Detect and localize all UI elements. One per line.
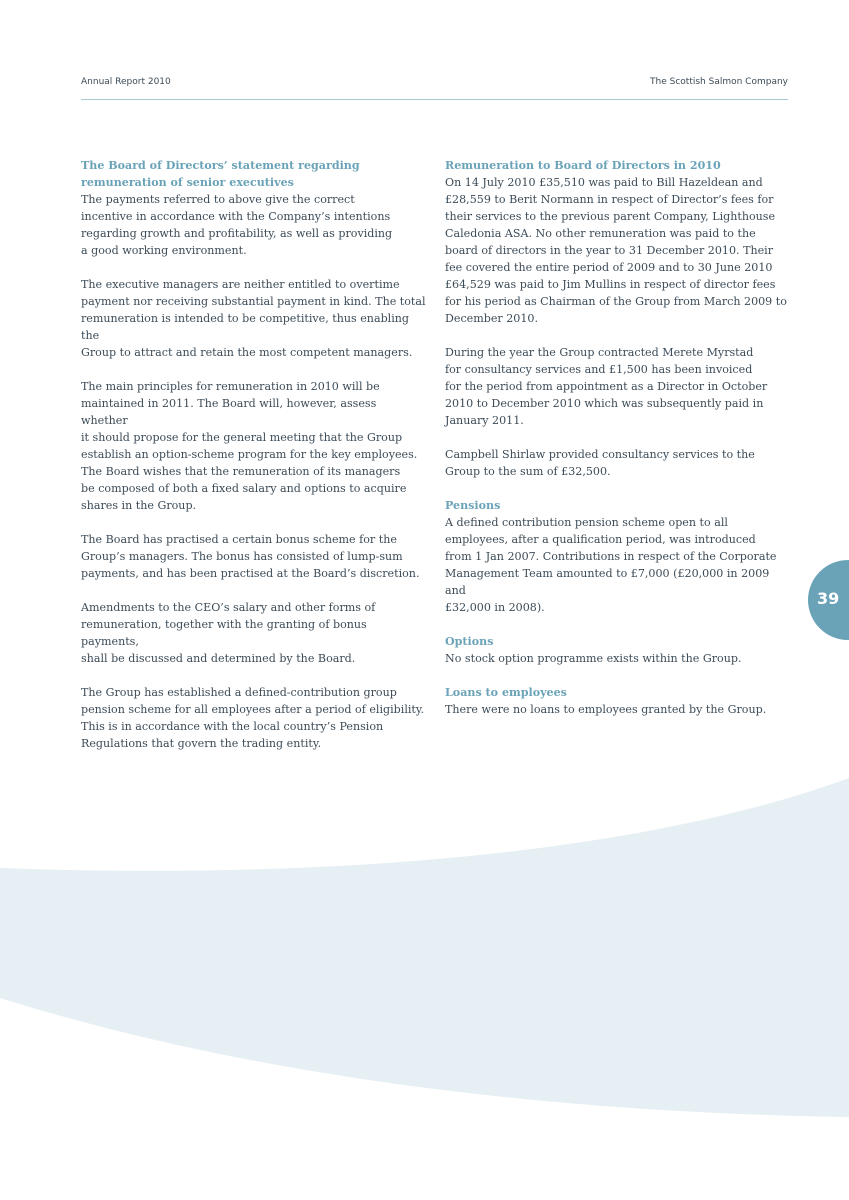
- pensions-text: A defined contribution pension scheme open to all employees, after a qualification period, was introduced from 1 Jan 2007. Contributions in respect of the Corporate Management Team amounted to £7,000 (£20,000 in 2009 and £32,000 in 2008).: [445, 516, 777, 614]
- board-statement-paragraph: The executive managers are neither entitled to overtime payment nor receiving substantial payment in kind. The total remuneration is intended to be competitive, thus enabling the Group to attract and retain the most competent managers.: [81, 278, 426, 359]
- page-number: 39: [817, 589, 840, 608]
- remuneration-heading: Remuneration to Board of Directors in 2010: [445, 159, 721, 172]
- board-statement-paragraph: The payments referred to above give the correct incentive in accordance with the Company’s intentions regarding growth and profitability, as well as providing a good working environment.: [81, 193, 393, 257]
- pensions-heading: Pensions: [445, 499, 501, 512]
- board-statement-paragraph: The Group has established a defined-contribution group pension scheme for all employees after a period of eligibility. This is in accordance with the local country’s Pension Regulations that govern the trading entity.: [81, 686, 425, 750]
- remuneration-paragraph: Campbell Shirlaw provided consultancy services to the Group to the sum of £32,500.: [445, 448, 755, 478]
- left-column: [81, 157, 426, 752]
- options-text: No stock option programme exists within the Group.: [445, 652, 742, 665]
- options-section: [445, 633, 790, 667]
- remuneration-paragraph: On 14 July 2010 £35,510 was paid to Bill Hazeldean and £28,559 to Berit Normann in respect of Director’s fees for their services to the previous parent Company, Lighthouse Caledonia ASA. No other remuneration was paid to the board of directors in the year to 31 December 2010. Their fee covered the entire period of 2009 and to 30 June 2010 £64,529 was paid to Jim Mullins in respect of director fees for his period as Chairman of the Group from March 2009 to December 2010.: [445, 176, 787, 325]
- pensions-section: [445, 497, 790, 616]
- board-statement-heading: The Board of Directors’ statement regarding remuneration of senior executives: [81, 159, 360, 189]
- board-statement-paragraph: The main principles for remuneration in 2010 will be maintained in 2011. The Board will, however, assess whether it should propose for the general meeting that the Group establish an option-scheme program for the key employees. The Board wishes that the remuneration of its managers be composed of both a fixed salary and options to acquire shares in the Group.: [81, 380, 418, 512]
- loans-section: [445, 684, 790, 718]
- report-title: Annual Report 2010: [81, 77, 171, 87]
- options-heading: Options: [445, 635, 494, 648]
- right-column: [445, 157, 790, 735]
- company-name: The Scottish Salmon Company: [650, 77, 788, 87]
- remuneration-paragraph: During the year the Group contracted Merete Myrstad for consultancy services and £1,500 has been invoiced for the period from appointment as a Director in October 2010 to December 2010 which was subsequently paid in January 2011.: [445, 346, 768, 427]
- board-statement-paragraph: The Board has practised a certain bonus scheme for the Group’s managers. The bonus has consisted of lump-sum payments, and has been practised at the Board’s discretion.: [81, 533, 420, 580]
- loans-heading: Loans to employees: [445, 686, 567, 699]
- loans-text: There were no loans to employees granted by the Group.: [445, 703, 767, 716]
- remuneration-section: [445, 157, 790, 480]
- header-divider: [81, 99, 788, 100]
- board-statement-paragraph: Amendments to the CEO’s salary and other forms of remuneration, together with the granting of bonus payments, shall be discussed and determined by the Board.: [81, 601, 376, 665]
